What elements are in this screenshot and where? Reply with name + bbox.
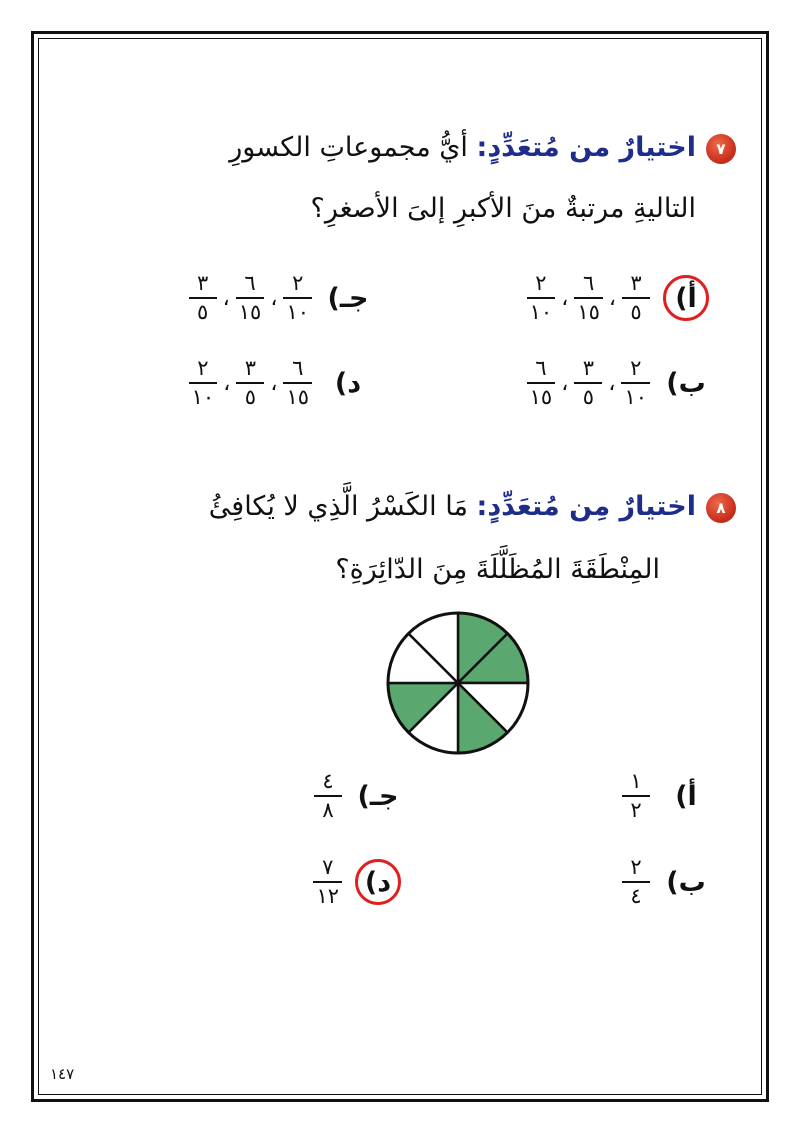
q7-option-b-fractions: [527, 357, 650, 409]
question-7-badge: [706, 134, 736, 164]
q8-option-a-letter: أ): [675, 780, 697, 812]
question-7-text-2: التاليةِ مرتبةٌ منَ الأكبرِ إلىَ الأصغرِ؟: [310, 193, 696, 224]
q7-option-b-letter: ب): [666, 367, 706, 399]
separator: ،: [608, 370, 616, 396]
fraction: $\frac{٦}{١٥}$: [236, 272, 265, 324]
q8-option-a-fraction: $\frac{١}{٢}$: [622, 770, 650, 822]
page-number: ١٤٧: [50, 1065, 75, 1083]
question-8-text-2: المِنْطَقَةَ المُظَلَّلَةَ مِنَ الدّائِرَةِ؟: [335, 554, 660, 585]
question-8-text-1: مَا الكَسْرُ الَّذِي لا يُكافِئُ: [208, 491, 468, 522]
separator: ،: [270, 370, 278, 396]
q7-option-c-fractions: [189, 272, 312, 324]
q8-option-c-fraction: $\frac{٤}{٨}$: [314, 770, 342, 822]
q7-option-d-letter: د): [334, 367, 362, 399]
question-8-line-2: [335, 556, 660, 583]
fraction: $\frac{٣}{٥}$: [574, 357, 602, 409]
q7-option-d-fractions: [189, 357, 312, 409]
fraction: $\frac{٢}{١٠}$: [621, 357, 650, 409]
fraction: $\frac{٣}{٥}$: [236, 357, 264, 409]
fraction: $\frac{٦}{١٥}$: [574, 272, 603, 324]
question-7-line-2: [311, 195, 697, 222]
q8-option-d-fraction: $\frac{٧}{١٢}$: [313, 856, 342, 908]
question-8-label: اختيارٌ مِن مُتعَدِّدٍ:: [476, 491, 696, 522]
q8-option-d-letter: د): [356, 867, 400, 898]
fraction: $\frac{٢}{١٠}$: [283, 272, 312, 324]
question-7-label: اختيارٌ من مُتعَدِّدٍ:: [476, 132, 696, 163]
question-8-line-1: [209, 493, 696, 520]
fraction: $\frac{٦}{١٥}$: [527, 357, 556, 409]
q8-option-b[interactable]: [622, 856, 708, 908]
shaded-circle-diagram: [385, 610, 531, 756]
q7-option-d[interactable]: [189, 357, 370, 409]
q7-option-c-letter: جـ): [327, 282, 369, 314]
question-8-badge: [706, 493, 736, 523]
separator: ،: [561, 285, 569, 311]
fraction: $\frac{٣}{٥}$: [622, 272, 650, 324]
question-7-text-1: أيُّ مجموعاتِ الكسورِ: [229, 132, 468, 163]
q8-option-a[interactable]: [622, 770, 708, 822]
q7-option-a-fractions: [527, 272, 650, 324]
separator: ،: [608, 285, 616, 311]
question-7-number: ٧: [716, 140, 726, 158]
q7-option-a-letter: أ): [664, 283, 708, 314]
fraction: $\frac{٣}{٥}$: [189, 272, 217, 324]
q8-selected-answer-circle: [355, 859, 401, 905]
q8-option-c-letter: جـ): [357, 780, 399, 812]
question-8-number: ٨: [716, 499, 726, 517]
q7-option-c[interactable]: [189, 272, 370, 324]
separator: ،: [270, 285, 278, 311]
q8-option-b-fraction: $\frac{٢}{٤}$: [622, 856, 650, 908]
q7-option-b[interactable]: [527, 357, 708, 409]
q8-option-c[interactable]: [314, 770, 400, 822]
q7-option-a[interactable]: [527, 272, 708, 324]
fraction: $\frac{٢}{١٠}$: [189, 357, 218, 409]
fraction: $\frac{٦}{١٥}$: [283, 357, 312, 409]
q8-option-b-letter: ب): [666, 866, 706, 898]
q7-selected-answer-circle: [663, 275, 709, 321]
fraction: $\frac{٢}{١٠}$: [527, 272, 556, 324]
question-7-line-1: [229, 134, 696, 161]
separator: ،: [222, 285, 230, 311]
separator: ،: [223, 370, 231, 396]
separator: ،: [561, 370, 569, 396]
q8-option-d[interactable]: [313, 856, 400, 908]
